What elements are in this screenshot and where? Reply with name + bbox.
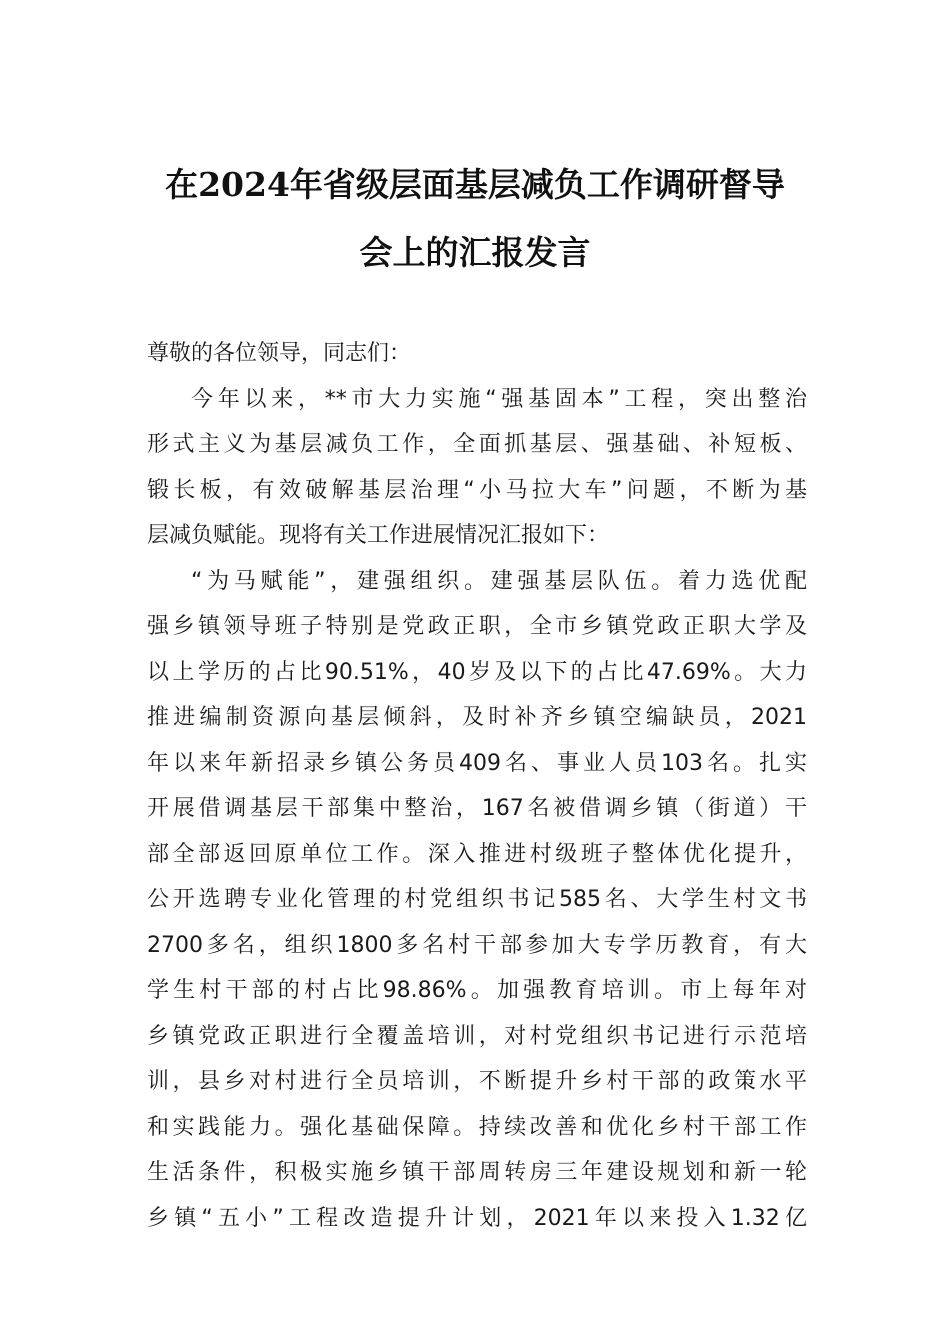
- paragraph-2-line: “为马赋能”，建强组织。建强基层队伍。着力选优配: [191, 568, 807, 594]
- document-title-line-2: 会上的汇报发言: [359, 233, 591, 272]
- document-title-line-1: 在2024年省级层面基层减负工作调研督导: [165, 165, 785, 204]
- paragraph-1-line: 今年以来，**市大力实施“强基固本”工程，突出整治: [191, 386, 807, 412]
- paragraph-2-line: 强乡镇领导班子特别是党政正职，全市乡镇党政正职大学及: [147, 614, 807, 639]
- paragraph-2-line: 和实践能力。强化基础保障。持续改善和优化乡村干部工作: [147, 1114, 807, 1140]
- paragraph-2-line: 开展借调基层干部集中整治，167名被借调乡镇（街道）干: [147, 796, 807, 821]
- paragraph-2-line: 训，县乡对村进行全员培训，不断提升乡村干部的政策水平: [147, 1069, 807, 1094]
- paragraph-2-line: 公开选聘专业化管理的村党组织书记585名、大学生村文书: [147, 887, 807, 912]
- paragraph-2-line: 以上学历的占比90.51%，40岁及以下的占比47.69%。大力: [147, 659, 807, 685]
- document-body: [147, 331, 807, 1241]
- salutation: 尊敬的各位领导，同志们：: [147, 341, 412, 366]
- paragraph-2-line: 学生村干部的村占比98.86%。加强教育培训。市上每年对: [147, 978, 807, 1003]
- paragraph-2-line: 部全部返回原单位工作。深入推进村级班子整体优化提升，: [147, 841, 807, 867]
- paragraph-2-line: 乡镇“五小”工程改造提升计划，2021年以来投入1.32亿: [147, 1205, 807, 1231]
- paragraph-2-line: 生活条件，积极实施乡镇干部周转房三年建设规划和新一轮: [147, 1160, 807, 1185]
- paragraph-1-line: 形式主义为基层减负工作，全面抓基层、强基础、补短板、: [147, 432, 807, 457]
- paragraph-2-line: 推进编制资源向基层倾斜，及时补齐乡镇空编缺员，2021: [147, 705, 807, 730]
- paragraph-2-line: 2700多名，组织1800多名村干部参加大专学历教育，有大: [147, 932, 807, 958]
- paragraph-1-line: 层减负赋能。现将有关工作进展情况汇报如下：: [147, 523, 610, 548]
- paragraph-1-line: 锻长板，有效破解基层治理“小马拉大车”问题，不断为基: [147, 477, 807, 503]
- paragraph-2-line: 年以来年新招录乡镇公务员409名、事业人员103名。扎实: [147, 750, 807, 776]
- paragraph-2-line: 乡镇党政正职进行全覆盖培训，对村党组织书记进行示范培: [147, 1023, 807, 1049]
